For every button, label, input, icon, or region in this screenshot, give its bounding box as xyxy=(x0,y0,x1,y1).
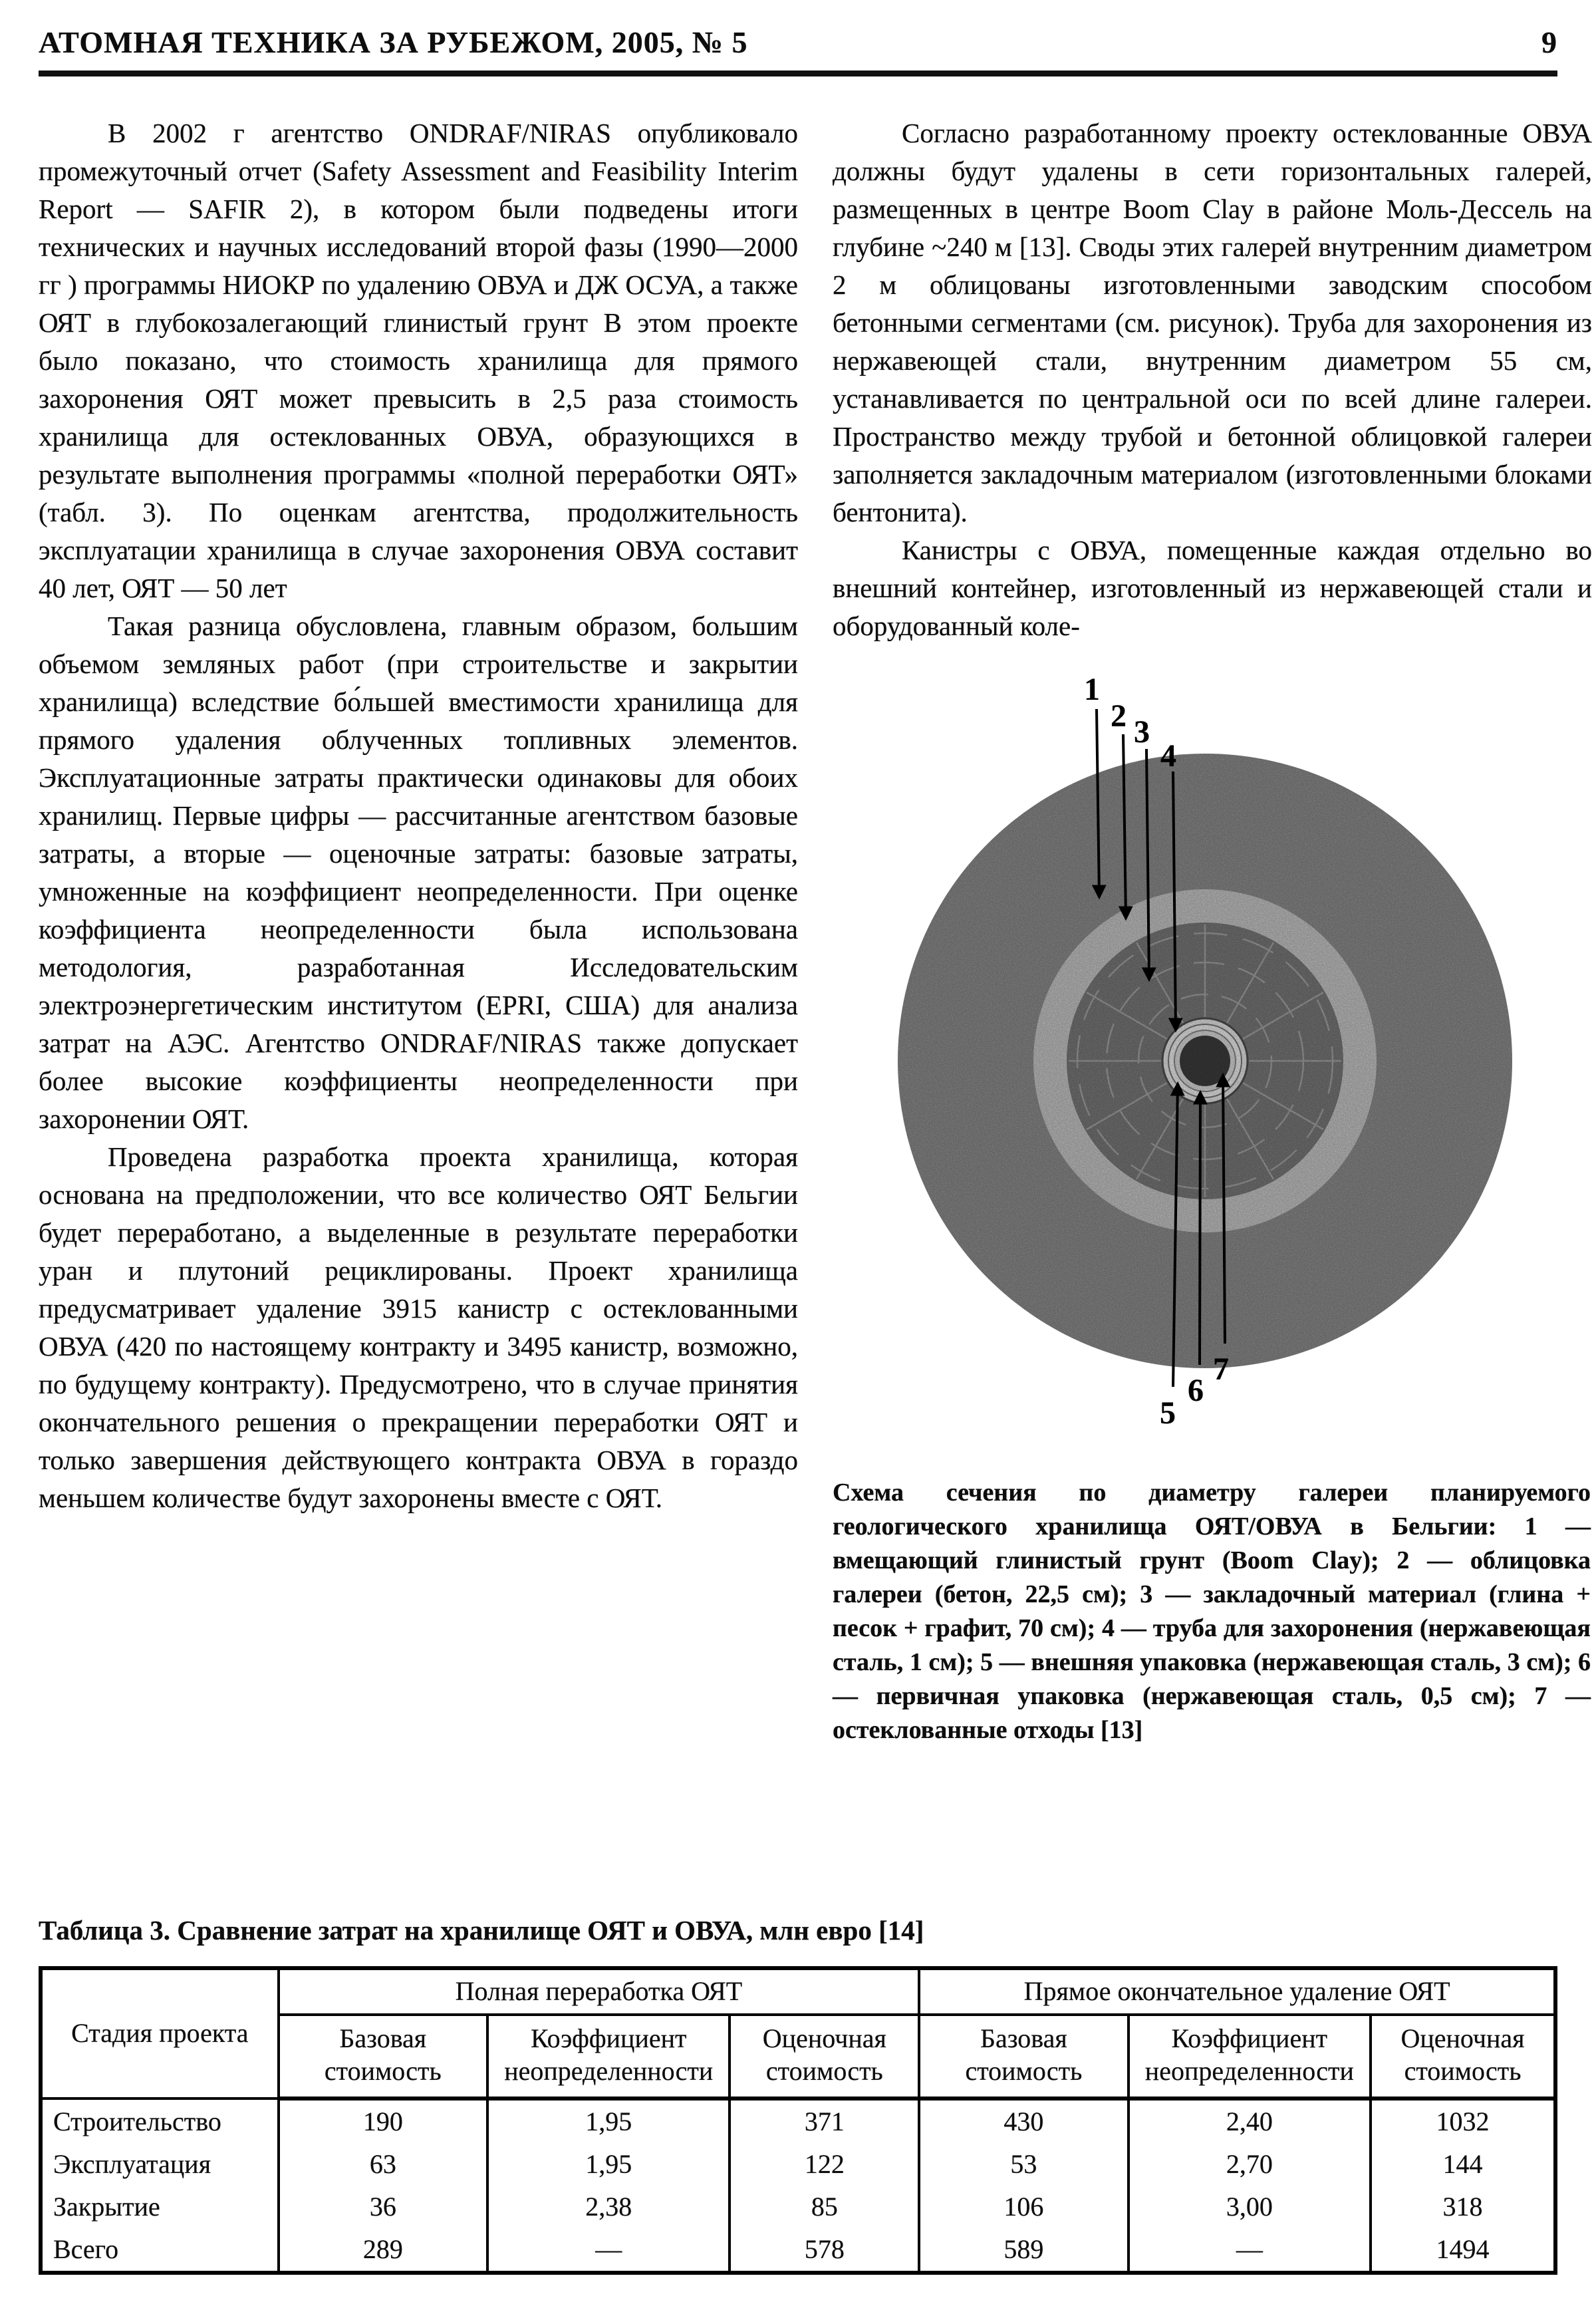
stage-cell: Всего xyxy=(41,2228,279,2273)
value-cell: — xyxy=(1129,2228,1371,2273)
value-cell: 106 xyxy=(919,2186,1128,2228)
value-cell: 289 xyxy=(279,2228,487,2273)
value-cell: 1494 xyxy=(1371,2228,1555,2273)
group-header-row xyxy=(41,1968,1555,2015)
table-row xyxy=(41,2099,1555,2143)
cross-section-diagram xyxy=(833,652,1591,1457)
value-cell: 578 xyxy=(730,2228,919,2273)
sub-header-cell: Базовая стоимость xyxy=(919,2015,1128,2099)
paragraph: Канистры с ОВУА, помещенные каждая отдельно во внешний контейнер, изготовленный из нержавеющей стали и оборудованный коле- xyxy=(833,535,1592,641)
figure-caption: Схема сечения по диаметру галереи планируемого геологического хранилища ОЯТ/ОВУА в Бельгии: 1 — вмещающий глинистый грунт (Boom Clay); 2 — облицовка галереи (бетон, 22,5 см); 3 — закладочный материал (глина + песок + графит, 70 см); 4 — труба для захоронения (нержавеющая сталь, 1 см); 5 — внешняя упаковка (нержавеющая сталь, 3 см); 6 — первичная упаковка (нержавеющая сталь, 0,5 см); 7 — остеклованные отходы [13] xyxy=(833,1479,1591,1744)
callout-7: 7 xyxy=(1213,1352,1229,1387)
group-header-direct-disposal: Прямое окончательное удаление ОЯТ xyxy=(919,1968,1555,2015)
paragraph: Проведена разработка проекта хранилища, которая основана на предположении, что все количество ОЯТ Бельгии будет переработано, а выделенные в результате переработки уран и плутоний рециклированы. Проект хранилища предусматривает удаление 3915 канистр с остеклованными ОВУА (420 по настоящему контракту и 3495 канистр, возможно, по будущему контракту). Предусмотрено, что в случае принятия окончательного решения о прекращении переработки ОЯТ и только завершения действующего контракта ОВУА в гораздо меньшем количестве будут захоронены вместе с ОЯТ. xyxy=(39,1141,798,1513)
stage-header-cell: Стадия проекта xyxy=(41,1968,279,2099)
table-row xyxy=(41,2143,1555,2186)
value-cell: 318 xyxy=(1371,2186,1555,2228)
table-row xyxy=(41,2186,1555,2228)
sub-header-cell: Коэффициент неопределенности xyxy=(1129,2015,1371,2099)
left-column xyxy=(39,114,798,1517)
callout-3: 3 xyxy=(1134,714,1150,750)
value-cell: 2,38 xyxy=(487,2186,730,2228)
gallery-cross-section-figure xyxy=(833,652,1591,1747)
table-section xyxy=(39,1914,1557,2275)
header-rule xyxy=(39,71,1557,76)
value-cell: 85 xyxy=(730,2186,919,2228)
sub-header-cell: Базовая стоимость xyxy=(279,2015,487,2099)
value-cell: 63 xyxy=(279,2143,487,2186)
value-cell: — xyxy=(487,2228,730,2273)
sub-header-cell: Оценочная стоимость xyxy=(730,2015,919,2099)
table-row xyxy=(41,2228,1555,2273)
value-cell: 1032 xyxy=(1371,2099,1555,2143)
value-cell: 371 xyxy=(730,2099,919,2143)
running-head xyxy=(39,17,1557,60)
callout-6: 6 xyxy=(1188,1373,1204,1408)
callout-1: 1 xyxy=(1084,672,1100,707)
cost-comparison-table xyxy=(39,1966,1557,2275)
journal-title: АТОМНАЯ ТЕХНИКА ЗА РУБЕЖОМ, 2005, № 5 xyxy=(39,25,748,59)
stage-cell: Эксплуатация xyxy=(41,2143,279,2186)
paragraph: Согласно разработанному проекту остеклованные ОВУА должны будут удалены в сети горизонтальных галерей, размещенных в центре Boom Clay в районе Моль-Дессель на глубине ~240 м [13]. Своды этих галерей внутренним диаметром 2 м облицованы изготовленными заводским способом бетонными сегментами (см. рисунок). Труба для захоронения из нержавеющей стали, внутренним диаметром 55 см, устанавливается по центральной оси по всей длине галереи. Пространство между трубой и бетонной облицовкой галереи заполняется закладочным материалом (изготовленными блоками бентонита). xyxy=(833,118,1592,527)
value-cell: 430 xyxy=(919,2099,1128,2143)
sub-header-cell: Оценочная стоимость xyxy=(1371,2015,1555,2099)
value-cell: 2,40 xyxy=(1129,2099,1371,2143)
table-caption: Таблица 3. Сравнение затрат на хранилище ОЯТ и ОВУА, млн евро [14] xyxy=(39,1915,924,1946)
value-cell: 2,70 xyxy=(1129,2143,1371,2186)
value-cell: 1,95 xyxy=(487,2143,730,2186)
callout-4: 4 xyxy=(1160,738,1176,774)
sub-header-cell: Коэффициент неопределенности xyxy=(487,2015,730,2099)
stage-cell: Строительство xyxy=(41,2099,279,2143)
page-number: 9 xyxy=(1541,25,1557,59)
value-cell: 1,95 xyxy=(487,2099,730,2143)
group-header-reprocessing: Полная переработка ОЯТ xyxy=(279,1968,920,2015)
paragraph: В 2002 г агентство ONDRAF/NIRAS опубликовало промежуточный отчет (Safety Assessment and Feasibility Interim Report — SAFIR 2), в котором были подведены итоги технических и научных исследований второй фазы (1990—2000 гг ) программы НИОКР по удалению ОВУА и ДЖ ОСУА, а также ОЯТ в глубокозалегающий глинистый грунт В этом проекте было показано, что стоимость хранилища для прямого захоронения ОЯТ может превысить в 2,5 раза стоимость хранилища для остеклованных ОВУА, образующихся в результате выполнения программы «полной переработки ОЯТ» (табл. 3). По оценкам агентства, продолжительность эксплуатации хранилища в случае захоронения ОВУА составит 40 лет, ОЯТ — 50 лет xyxy=(39,118,798,603)
callout-2: 2 xyxy=(1111,698,1127,734)
value-cell: 122 xyxy=(730,2143,919,2186)
value-cell: 3,00 xyxy=(1129,2186,1371,2228)
value-cell: 589 xyxy=(919,2228,1128,2273)
value-cell: 53 xyxy=(919,2143,1128,2186)
value-cell: 190 xyxy=(279,2099,487,2143)
value-cell: 144 xyxy=(1371,2143,1555,2186)
stage-cell: Закрытие xyxy=(41,2186,279,2228)
value-cell: 36 xyxy=(279,2186,487,2228)
halftone-grain-overlay xyxy=(890,746,1520,1376)
callout-5: 5 xyxy=(1160,1395,1176,1431)
paragraph: Такая разница обусловлена, главным образом, большим объемом земляных работ (при строительстве и закрытии хранилища) вследствие бо́льшей вместимости хранилища для прямого удаления облученных топливных элементов. Эксплуатационные затраты практически одинаковы для обоих хранилищ. Первые цифры — рассчитанные агентством базовые затраты, а вторые — оценочные затраты: базовые затраты, умноженные на коэффициент неопределенности. При оценке коэффициента неопределенности была использована методология, разработанная Исследовательским электроэнергетическим институтом (EPRI, США) для анализа затрат на АЭС. Агентство ONDRAF/NIRAS также допускает более высокие коэффициенты неопределенности при захоронении ОЯТ. xyxy=(39,611,798,1134)
right-column xyxy=(833,114,1592,1747)
